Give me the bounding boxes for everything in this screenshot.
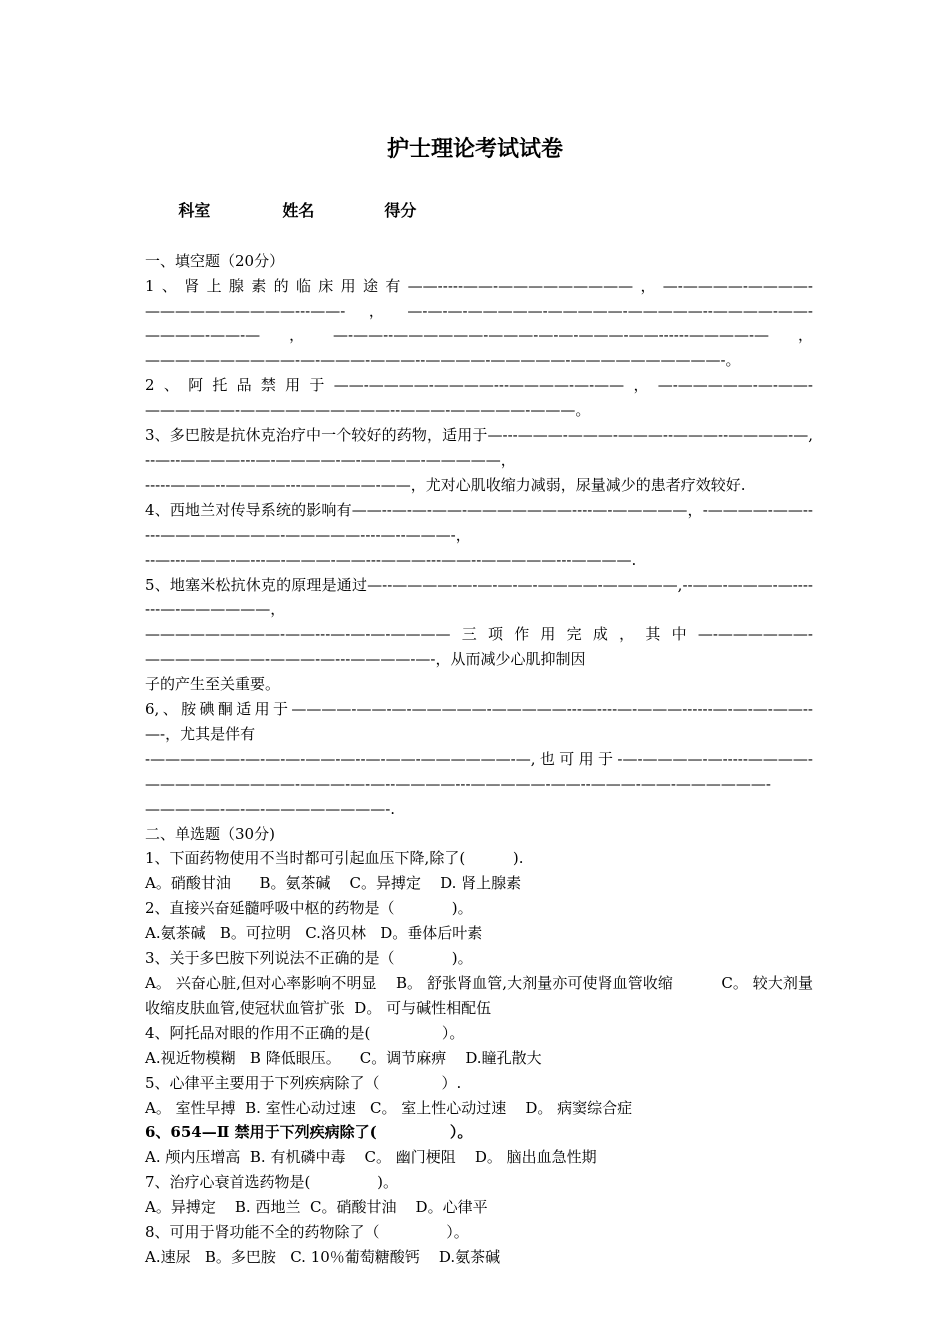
- choice-question-2: 2、直接兴奋延髓呼吸中枢的药物是（ )。: [145, 899, 473, 918]
- choice-options-6: A. 颅内压增高 B. 有机磷中毒 C。 幽门梗阻 D。 脑出血急性期: [145, 1148, 597, 1167]
- choice-question-8: 8、可用于肾功能不全的药物除了（ ）。: [145, 1223, 469, 1242]
- fill-question-1: 1、肾上腺素的临床用途有——-----——-—————————，—-————-————-——————————---——-，—-—-—-—————-—————-—————--————-——-————-——-—，—-——--——————-———-—-—-———-——------————-—，——————————-—-———-———--————-—————-——————————-。: [145, 276, 813, 370]
- choice-options-8: A.速尿 B。多巴胺 C. 10％葡萄糖酸钙 D.氨茶碱: [145, 1247, 501, 1266]
- name-label: 姓名: [282, 200, 315, 220]
- dept-label: 科室: [178, 200, 211, 220]
- fill-question-5-end: 子的产生至关重要。: [145, 675, 281, 694]
- section2-heading: 二、单选题（30分): [145, 824, 275, 843]
- choice-options-5: A。 室性早搏 B. 室性心动过速 C。 室上性心动过速 D。 病窦综合症: [145, 1098, 633, 1117]
- fill-question-5: 5、地塞米松抗休克的原理是通过—--————-—-—-—-—-————-—————,--——-———-—-------—-——————，: [145, 575, 813, 619]
- fill-question-2: 2、阿托品禁用于——-————-————---————-—-——，—-—————-—-——-——————-——————————--———-—————-———。: [145, 376, 813, 420]
- choice-question-5: 5、心律平主要用于下列疾病除了（ ）.: [145, 1073, 462, 1092]
- choice-question-4: 4、阿托品对眼的作用不正确的是( ）。: [145, 1023, 465, 1042]
- fill-question-5-cont: —————————-——---—-—-—-————三项作用完成，其中—-——————-————————-———-—---————-—-，从而减少心肌抑制因: [145, 625, 813, 669]
- fill-question-4-cont: --—---———-—---—-———-——---———---——--—————---————.: [145, 550, 637, 569]
- fill-question-3: 3、多巴胺是抗休克治疗中一个较好的药物，适用于—---———-———-———--———--————-—,--—--————---—-————-—-————-—————，: [145, 426, 813, 469]
- fill-question-4: 4、西地兰对传导系统的影响有——--—-—-——-———————----—-—————，-————-——-----————————-—————----—--———-，: [145, 500, 813, 544]
- choice-question-7: 7、治疗心衰首选药物是( )。: [145, 1173, 399, 1192]
- choice-options-2: A.氨茶碱 B。可拉明 C.洛贝林 D。垂体后叶素: [145, 924, 483, 943]
- exam-title: 护士理论考试试卷: [386, 136, 563, 162]
- choice-question-6: 6、654—Ⅱ 禁用于下列疾病除了( ）。: [145, 1123, 473, 1142]
- section1-heading: 一、填空题（20分）: [145, 251, 285, 270]
- choice-options-1: A。硝酸甘油 B。氨茶碱 C。异搏定 D. 肾上腺素: [145, 874, 522, 893]
- fill-question-6: 6,、胺碘酮适用于————-——-—-—————-—————---—----—-———------—-—-—-——--—-，尤其是伴有: [145, 700, 813, 743]
- fill-question-6-cont: -——————-—-—-—-——-—--—-——-——————-—,也可用于-—-————-—-----————-——————————-———-—-—--————---—————-——--———-——-——————-—————-—-—-————————-.: [145, 749, 813, 818]
- score-label: 得分: [384, 200, 417, 220]
- choice-options-4: A.视近物模糊 B 降低眼压。 C。调节麻痹 D.瞳孔散大: [145, 1048, 542, 1067]
- choice-options-7: A。异搏定 B. 西地兰 C。硝酸甘油 D。心律平: [145, 1198, 488, 1217]
- header-fields: [145, 174, 813, 249]
- choice-question-1: 1、下面药物使用不当时都可引起血压下降,除了( ).: [145, 849, 524, 868]
- fill-question-3-cont: -----———--————---—————-——，尤对心肌收缩力减弱，尿量减少的患者疗效较好.: [145, 475, 746, 494]
- exam-content: [145, 174, 813, 1270]
- choice-options-3: A。 兴奋心脏,但对心率影响不明显 B。 舒张肾血管,大剂量亦可使肾血管收缩 C。 较大剂量收缩皮肤血管,使冠状血管扩张 D。 可与碱性相配伍: [145, 974, 813, 1017]
- choice-question-3: 3、关于多巴胺下列说法不正确的是（ )。: [145, 949, 473, 968]
